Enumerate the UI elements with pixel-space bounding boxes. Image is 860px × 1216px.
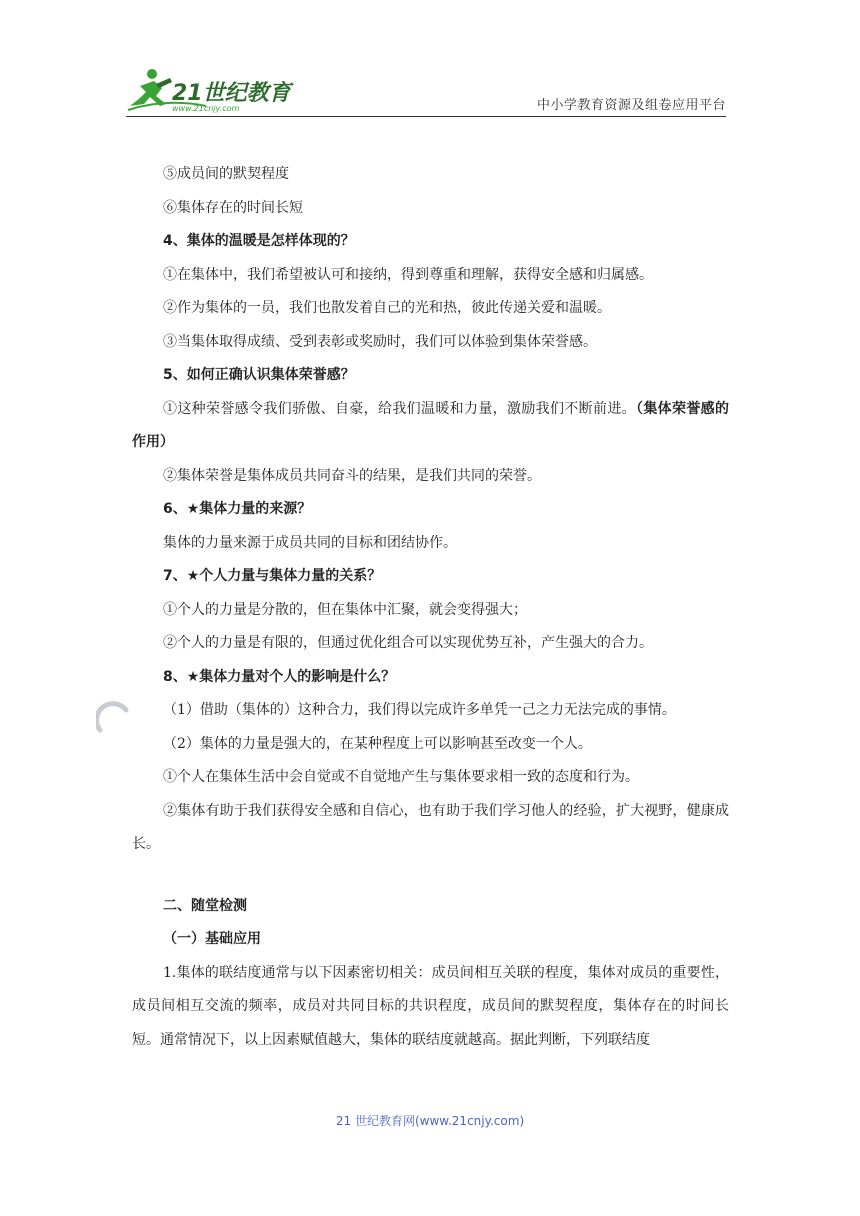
page-header (126, 66, 726, 117)
logo (126, 66, 296, 114)
bold-note: （集体荣誉感的作用） (132, 400, 729, 450)
text-line: ①在集体中，我们希望被认可和接纳，得到尊重和理解，获得安全感和归属感。 (163, 266, 653, 283)
question-heading: 5、如何正确认识集体荣誉感？ (163, 367, 355, 383)
text-span: ①这种荣誉感令我们骄傲、自豪，给我们温暖和力量，激励我们不断前进。 (163, 400, 636, 417)
text-line: ①个人的力量是分散的，但在集体中汇聚，就会变得强大； (163, 601, 527, 618)
text-line: 集体的力量来源于成员共同的目标和团结协作。 (163, 534, 457, 551)
text-line: ②作为集体的一员，我们也散发着自己的光和热，彼此传递关爱和温暖。 (163, 300, 611, 316)
text-line: （2）集体的力量是强大的，在某种程度上可以影响甚至改变一个人。 (163, 735, 592, 752)
paragraph (132, 393, 729, 460)
spacer (163, 862, 729, 890)
question-heading: 7、★个人力量与集体力量的关系？ (163, 568, 382, 584)
platform-name: 中小学教育资源及组卷应用平台 (536, 98, 726, 113)
runner-logo-icon (126, 66, 296, 114)
text-line: ①个人在集体生活中会自觉或不自觉地产生与集体要求相一致的态度和行为。 (163, 769, 639, 785)
text-line: ②个人的力量是有限的，但通过优化组合可以实现优势互补，产生强大的合力。 (163, 635, 653, 651)
question-heading: 8、★集体力量对个人的影响是什么？ (163, 668, 396, 685)
page-footer: 21 世纪教育网(www.21cnjy.com) (335, 1114, 525, 1128)
subsection-heading: （一）基础应用 (163, 931, 261, 947)
paragraph: 1.集体的联结度通常与以下因素密切相关：成员间相互关联的程度，集体对成员的重要性，成员间相互交流的频率，成员对共同目标的共识程度，成员间的默契程度，集体存在的时间长短。通常情况下，以上因素赋值越大，集体的联结度就越高。据此判断，下列联结度 (132, 964, 729, 1048)
text-line: ⑤成员间的默契程度 (163, 166, 289, 182)
text-line: ⑥集体存在的时间长短 (163, 199, 303, 216)
loading-arc-icon (96, 700, 130, 734)
question-heading: 4、集体的温暖是怎样体现的？ (163, 233, 355, 249)
document-body (132, 158, 729, 1057)
logo-url: www.21cnjy.com (172, 104, 240, 113)
question-heading: 6、★集体力量的来源？ (163, 501, 312, 517)
text-line: ③当集体取得成绩、受到表彰或奖励时，我们可以体验到集体荣誉感。 (163, 333, 597, 350)
logo-title: 21世纪教育 (172, 81, 291, 106)
section-heading: 二、随堂检测 (163, 897, 247, 914)
paragraph: ②集体有助于我们获得安全感和自信心，也有助于我们学习他人的经验，扩大视野，健康成长。 (132, 802, 729, 852)
text-line: ②集体荣誉是集体成员共同奋斗的结果，是我们共同的荣誉。 (163, 467, 541, 484)
paragraph: （1）借助（集体的）这种合力，我们得以完成许多单凭一己之力无法完成的事情。 (163, 702, 676, 718)
